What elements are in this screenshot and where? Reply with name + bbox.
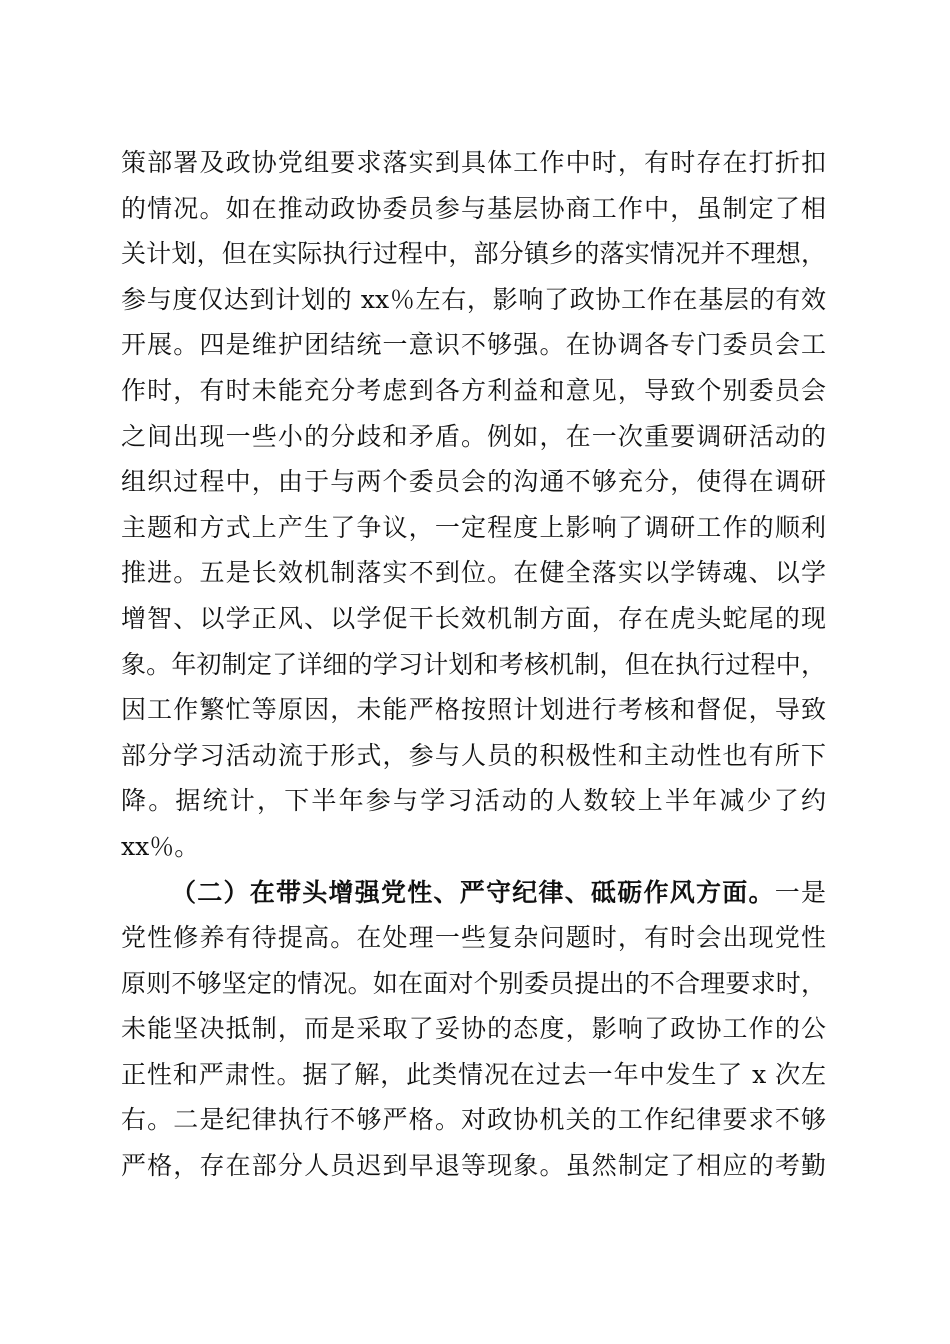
paragraph-line: 主题和方式上产生了争议，一定程度上影响了调研工作的顺利 bbox=[121, 512, 826, 542]
paragraph-line: 原则不够坚定的情况。如在面对个别委员提出的不合理要求时， bbox=[121, 968, 826, 998]
paragraph-line: 党性修养有待提高。在处理一些复杂问题时，有时会出现党性 bbox=[121, 923, 826, 953]
paragraph-line: 象。年初制定了详细的学习计划和考核机制，但在执行过程中， bbox=[121, 649, 826, 679]
paragraph-line: 因工作繁忙等原因，未能严格按照计划进行考核和督促，导致 bbox=[121, 695, 826, 725]
paragraph-1 bbox=[121, 140, 826, 870]
paragraph-2 bbox=[121, 870, 826, 1189]
paragraph-line: 策部署及政协党组要求落实到具体工作中时，有时存在打折扣 bbox=[121, 148, 826, 177]
paragraph-line: xx％。 bbox=[121, 831, 200, 861]
paragraph-line-rest: 一是 bbox=[774, 877, 826, 907]
document-body bbox=[121, 140, 826, 1189]
paragraph-line: 部分学习活动流于形式，参与人员的积极性和主动性也有所下 bbox=[121, 740, 826, 770]
paragraph-line: 正性和严肃性。据了解，此类情况在过去一年中发生了 x 次左 bbox=[121, 1059, 826, 1089]
paragraph-line: 增智、以学正风、以学促干长效机制方面，存在虎头蛇尾的现 bbox=[121, 603, 826, 633]
paragraph-line: 推进。五是长效机制落实不到位。在健全落实以学铸魂、以学 bbox=[121, 558, 826, 588]
paragraph-line: 开展。四是维护团结统一意识不够强。在协调各专门委员会工 bbox=[121, 330, 826, 360]
paragraph-line: 未能坚决抵制，而是采取了妥协的态度，影响了政协工作的公 bbox=[121, 1014, 826, 1044]
paragraph-line: 作时，有时未能充分考虑到各方利益和意见，导致个别委员会 bbox=[121, 375, 826, 405]
paragraph-line: 严格，存在部分人员迟到早退等现象。虽然制定了相应的考勤 bbox=[121, 1151, 826, 1181]
paragraph-line: 降。据统计，下半年参与学习活动的人数较上半年减少了约 bbox=[121, 786, 826, 816]
paragraph-line: 组织过程中，由于与两个委员会的沟通不够充分，使得在调研 bbox=[121, 467, 826, 497]
paragraph-line: 右。二是纪律执行不够严格。对政协机关的工作纪律要求不够 bbox=[121, 1105, 826, 1135]
paragraph-line: 的情况。如在推动政协委员参与基层协商工作中，虽制定了相 bbox=[121, 193, 826, 223]
section-heading: （二）在带头增强党性、严守纪律、砥砺作风方面。 bbox=[171, 877, 775, 907]
paragraph-line: 参与度仅达到计划的 xx％左右，影响了政协工作在基层的有效 bbox=[121, 284, 826, 314]
paragraph-line: 关计划，但在实际执行过程中，部分镇乡的落实情况并不理想， bbox=[121, 239, 826, 269]
paragraph-line: 之间出现一些小的分歧和矛盾。例如，在一次重要调研活动的 bbox=[121, 421, 826, 451]
paragraph-first-line bbox=[121, 870, 826, 916]
